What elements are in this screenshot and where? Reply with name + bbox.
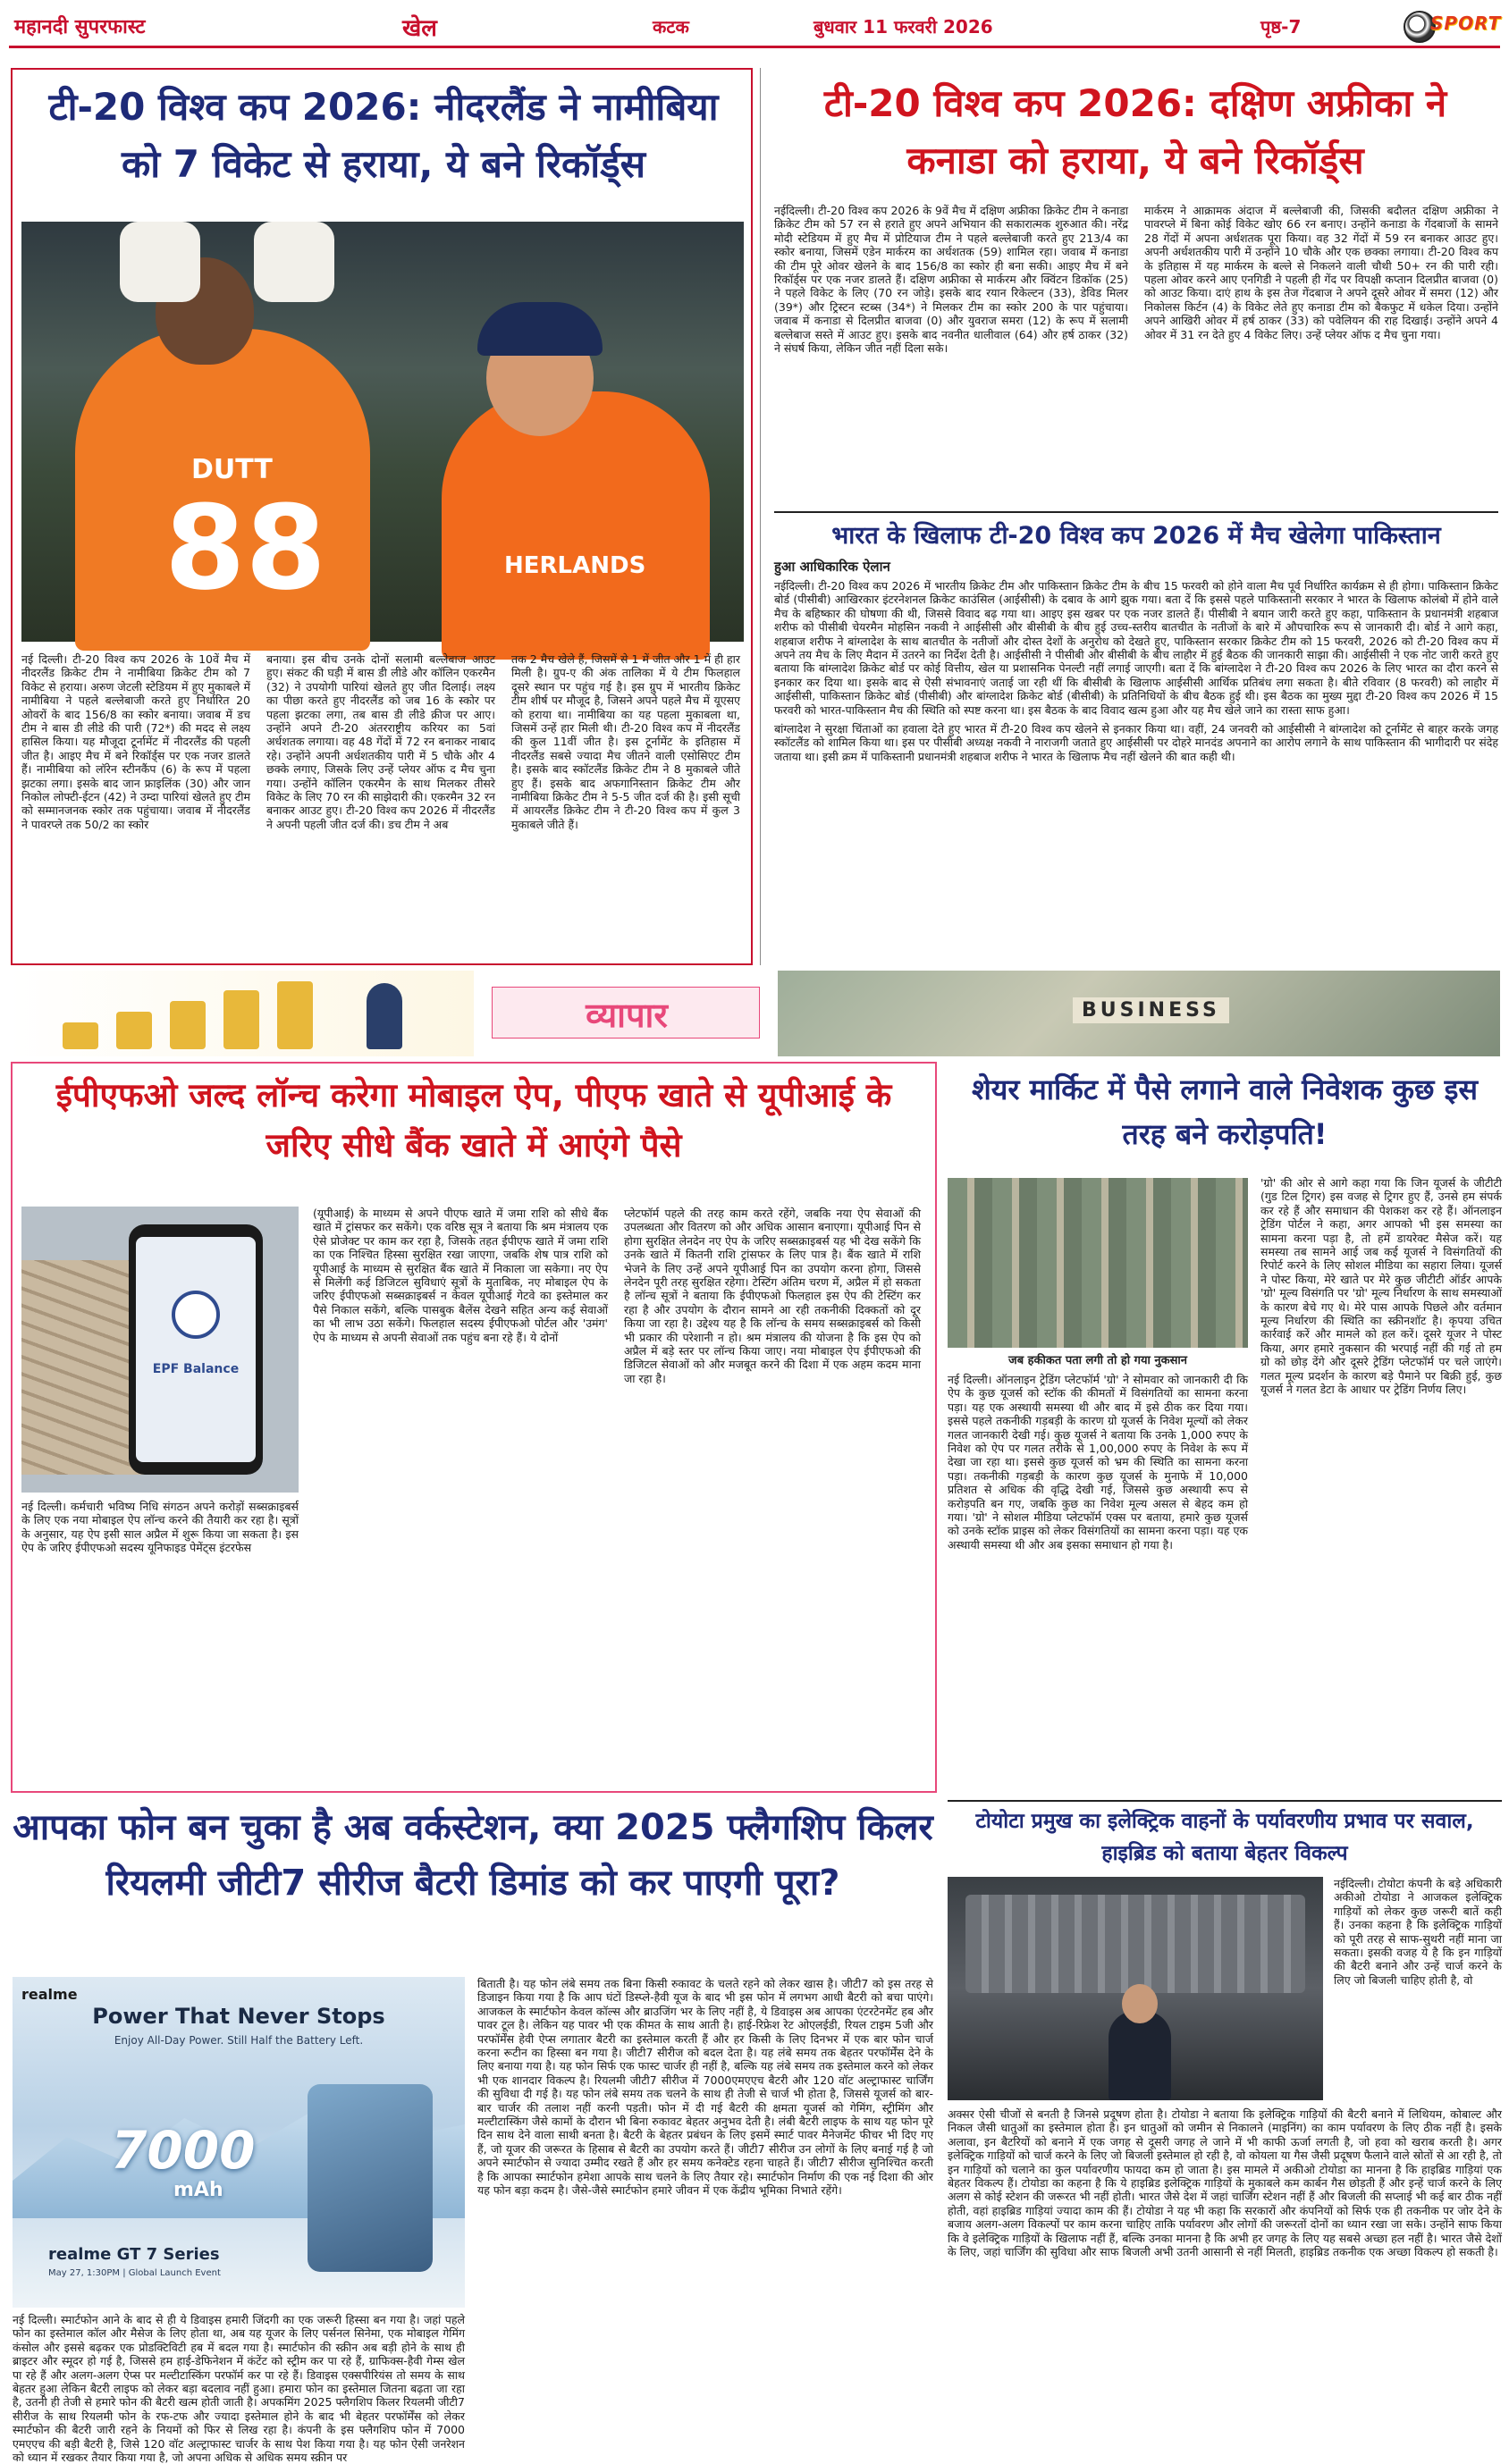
article-epfo-text-3: प्लेटफॉर्म पहले की तरह काम करते रहेंगे, जबकि नया ऐप सेवाओं की उपलब्धता और वितरण को और अधिक आसान बनाएगा। यूपीआई पिन से होगा सुरक्षित लेनदेन नए ऐप के जरिए सब्सक्राइबर्स यह भी देख सकेंगे कि उनके खाते में कितनी राशि ट्रांसफर के लिए पात्र है। बैंक खाते में राशि भेजने के लिए उन्हें अपने यूपीआई पिन का उपयोग करना होगा, जिससे लेनदेन पूरी तरह सुरक्षित रहेगा। टेस्टिंग अंतिम चरण में, अप्रैल में हो सकता है लॉन्च सूत्रों ने बताया कि ईपीएफओ फिलहाल इस ऐप की टेस्टिंग कर रहा है और उपयोग के दौरान सामने आ रही तकनीकी दिक्कतों को दूर किया जा रहा है। उद्देश्य यह है कि लॉन्च के समय सब्सक्राइबर्स को किसी भी प्रकार की परेशानी न हो। श्रम मंत्रालय की योजना है कि इस ऐप को अप्रैल में बड़े स्तर पर लॉन्च किया जाए। नया मोबाइल ऐप ईपीएफओ की डिजिटल सेवाओं को और मजबूत करने की दिशा में एक अहम कदम माना जा रहा है। [624, 1207, 921, 1385]
realme-ad-image [13, 1977, 465, 2308]
cash-photo-caption: जब हकीकत पता लगी तो हो गया नुकसान [1008, 1354, 1187, 1367]
realme-ad-series: realme GT 7 Series [48, 2245, 220, 2264]
article-toyota-text-1: नईदिल्ली। टोयोटा कंपनी के बड़े अधिकारी अकीओ टोयोडा ने आजकल इलेक्ट्रिक गाड़ियों को लेकर कुछ जरूरी बातें कही हैं। उनका कहना है कि इलेक्ट्रिक गाड़ियों को पूरी तरह से साफ-सुथरी नहीं माना जा सकता। इसकी वजह ये है कि इन गाड़ियों की बैटरी बनाने और उन्हें चार्ज करने के लिए जो बिजली चाहिए होती है, वो [1334, 1877, 1502, 1987]
article-toyota-rule [948, 1800, 1502, 1802]
realme-ad-date: May 27, 1:30PM | Global Launch Event [48, 2268, 221, 2278]
coin-stack-icon [63, 1022, 98, 1049]
article-epfo-box [11, 1062, 937, 1793]
realme-ad-unit: mAh [173, 2179, 223, 2201]
coin-stack-icon [170, 1001, 206, 1049]
article-netherlands-text-1: नई दिल्ली। टी-20 विश्व कप 2026 के 10वें मैच में नीदरलैंड क्रिकेट टीम ने नामीबिया क्रिकेट टीम को 7 विकेट से हराया। अरुण जेटली स्टेडियम में हुए मुकाबले में नामीबिया ने पहले बल्लेबाजी करते हुए निर्धारित 20 ओवरों के बाद 156/8 का स्कोर बनाया। जवाब में डच टीम ने बास डी लीडे की पारी (72*) की मदद से लक्ष्य हासिल किया। यह मौजूदा टूर्नामेंट में नीदरलैंड की पहली जीत है। आइए मैच में बने रिकॉर्ड्स पर एक नजर डालते हैं। नामीबिया को लॉरेन स्टीनकैंप (6) के रूप में पहला झटका लगा। इसके बाद जान फ्राइलिंक (30) और जान निकोल लोफ्टी-ईटन (42) ने उम्दा पारियां खेलते हुए टीम को सम्मानजनक स्कोर तक पहुंचाया। जवाब में नीदरलैंड ने पावरप्ले तक 50/2 का स्कोर [21, 652, 250, 831]
article-netherlands-col-1 [21, 652, 250, 958]
article-southafrica-col-2 [1144, 204, 1498, 508]
section-name: खेल [402, 15, 437, 42]
article-epfo-title: ईपीएफओ जल्द लॉन्च करेगा मोबाइल ऐप, पीएफ खाते से यूपीआई के जरिए सीधे बैंक खाते में आएंगे पैसे [55, 1076, 892, 1165]
phone-pair-shape [308, 2084, 433, 2272]
article-sharemarket-col-b [948, 1373, 1248, 1784]
article-pakistan-text-1: नईदिल्ली। टी-20 विश्व कप 2026 में भारतीय क्रिकेट टीम और पाकिस्तान क्रिकेट टीम के बीच 15 फरवरी को होने वाला मैच पूर्व निर्धारित कार्यक्रम से ही होगा। पाकिस्तान क्रिकेट बोर्ड (पीसीबी) आखिरकार इंटरनेशनल क्रिकेट काउंसिल (आईसीसी) के दबाव के आगे झुक गया। बता दें कि इससे पहले पाकिस्तानी सरकार ने भारत के खिलाफ कोलंबो में होने वाले मैच के बहिष्कार की घोषणा की थी, जिससे विवाद बढ़ गया था। आइए इस खबर पर एक नजर डालते हैं। पीसीबी ने बयान जारी करते हुए कहा, पाकिस्तान के प्रधानमंत्री शहबाज शरीफ को पीसीबी चेयरमैन मोहसिन नकवी ने आईसीसी और बीसीबी के बीच हुई उच्च-स्तरीय बातचीत के नतीजों के बारे में औपचारिक रूप से जानकारी दी। बोर्ड ने आगे कहा, शहबाज शरीफ ने बांग्लादेश के साथ बातचीत के नतीजों और दोस्त देशों के अनुरोध को देखते हुए, पाकिस्तान सरकार क्रिकेट टीम को 15 फरवरी, 2026 को टी-20 विश्व कप में अपने तय मैच के लिए मैदान में उतरने का निर्देश देती है। आईसीसी ने पीसीबी और बीसीबी के बीच लाहौर में हुई बैठक की जानकारी साझा की। आईसीसी ने एक नोट जारी करते हुए बताया कि बांग्लादेश क्रिकेट बोर्ड पर कोई वित्तीय, खेल या प्रशासनिक पेनल्टी नहीं लगाई जाएगी। बता दें कि बांग्लादेश ने टी-20 विश्व कप 2026 के लिए भारत का दौरा करने से इनकार कर दिया था। इसके बाद से ऐसी संभावनाएं जताई जा रही थीं कि बीसीबी के खिलाफ आईसीसी आर्थिक प्रतिबंध लगा सकता है। बीते रविवार (8 फरवरी) को लाहौर में आईसीसी, पाकिस्तान क्रिकेट बोर्ड (पीसीबी) और बांग्लादेश क्रिकेट बोर्ड (बीसीबी) के प्रतिनिधियों के बीच बैठक हुई थी। इस बैठक का मुख्य मुद्दा टी-20 विश्व कप 2026 में 15 फरवरी को भारत-पाकिस्तान मैच की स्थिति को स्पष्ट करना था। इस बैठक के बाद विवाद खत्म हुआ और यह मैच खेले जाने का रास्ता साफ हुआ। [774, 579, 1498, 717]
article-netherlands-text-2: बनाया। इस बीच उनके दोनों सलामी बल्लेबाज आउट हुए। संकट की घड़ी में बास डी लीडे और कॉलिन एकरमैन (32) ने उपयोगी पारियां खेलते हुए जीत दिलाई। लक्ष्य का पीछा करते हुए नीदरलैंड को जब 16 के स्कोर पर पहला झटका लगा, तब बास डी लीडे क्रीज पर आए। उन्होंने अपने टी-20 अंतरराष्ट्रीय करियर का 5वां अर्धशतक लगाया। वह 48 गेंदों में 72 रन बनाकर नाबाद रहे। उन्होंने अपनी अर्धशतकीय पारी में 5 चौके और 4 छक्के लगाए, जिसके लिए उन्हें प्लेयर ऑफ द मैच चुना गया। उन्होंने कॉलिन एकरमैन के साथ मिलकर तीसरे विकेट के लिए 70 रन की साझेदारी की। एकरमैन 32 रन बनाकर आउट हुए। टी-20 विश्व कप 2026 में नीदरलैंड ने अपनी पहली जीत दर्ज की। डच टीम ने अब [266, 652, 495, 831]
jersey-text-right: HERLANDS [504, 552, 646, 579]
article-realme-col-1 [13, 2313, 465, 2464]
article-epfo-col-1 [21, 1500, 299, 1786]
article-toyota-title: टोयोटा प्रमुख का इलेक्ट्रिक वाहनों के पर्यावरणीय प्रभाव पर सवाल, हाइब्रिड को बताया बेहतर विकल्प [975, 1810, 1474, 1865]
article-pakistan-title: भारत के खिलाफ टी-20 विश्व कप 2026 में मैच खेलेगा पाकिस्तान [831, 522, 1441, 550]
speaker-head [1122, 1984, 1158, 2023]
article-southafrica-text-1: नईदिल्ली। टी-20 विश्व कप 2026 के 9वें मैच में दक्षिण अफ्रीका क्रिकेट टीम ने कनाडा क्रिकेट टीम को 57 रन से हराते हुए अपने अभियान की सकारात्मक शुरुआत की। नरेंद्र मोदी स्टेडियम में हुए मैच में प्रोटियाज टीम ने पहले बल्लेबाजी करते हुए 213/4 का स्कोर बनाया, जिसमें एडेन मार्करम का अर्धशतक (59) शामिल रहा। जवाब में कनाडा की टीम पूरे ओवर खेलने के बाद 156/8 का स्कोर ही बना सकी। आइए मैच में बने रिकॉर्ड्स पर एक नजर डालते हैं। दक्षिण अफ्रीका से मार्करम और क्विंटन डिकॉक (25) ने पहले विकेट के लिए (70 रन जोड़े। इसके बाद रयान रिकेल्टन (33), डेविड मिलर (39*) और ट्रिस्टन स्टब्स (34*) ने मिलकर टीम का स्कोर 200 के पार पहुंचाया। जवाब में कनाडा से दिलप्रीत बाजवा (0) और युवराज समरा (12) के रूप में सलामी बल्लेबाज सस्ते में आउट हुए। इसके बाद नवनीत धालीवाल (64) और हर्ष ठाकर (32) ने संघर्ष किया, लेकिन जीत नहीं दिला सके। [774, 204, 1128, 356]
coins-illustration [9, 971, 474, 1056]
speaker-figure [1109, 2011, 1171, 2100]
business-banner [9, 971, 1500, 1056]
toyota-chief-photo [948, 1877, 1323, 2100]
paper-name: महानदी सुपरफास्ट [14, 16, 146, 38]
realme-ad-subline: Enjoy All-Day Power. Still Half the Battery Left. [114, 2034, 364, 2047]
article-sharemarket-text-a: 'ग्रो' की ओर से आगे कहा गया कि जिन यूजर्स के जीटीटी (गुड टिल ट्रिगर) इस वजह से ट्रिगर हुए हैं, उनसे हम संपर्क कर रहे हैं और समाधान की पेशकश कर रहे हैं। ऑनलाइन ट्रेडिंग पोर्टल ने कहा, अगर आपको भी इस समस्या का सामना करना पड़ा है, तो हमें डायरेक्ट मैसेज करें। यह समस्या तब सामने आई जब कई यूजर्स ने विसंगतियों की रिपोर्ट करने के लिए सोशल मीडिया का सहारा लिया। यूजर्स ने पोस्ट किया, मेरे खाते पर मेरे कुछ जीटीटी ऑर्डर आपके 'ग्रो' मूल्य विसंगति पर 'ग्रो' मूल्य निर्धारण के साथ समस्याओं के कारण बेचे गए थे। मेरे पास आपके पिछले और वर्तमान मूल्य निर्धारण की स्थिति का स्क्रीनशॉट है। कृपया उचित कार्रवाई करें और मामले को हल करें। दूसरे यूजर ने पोस्ट किया, अगर हमारे नुकसान की भरपाई नहीं की गई तो हम ग्रो को छोड़ देंगे और दूसरे ट्रेडिंग प्लेटफॉर्म पर चले जाएंगे। गलत मूल्य प्रदर्शन के कारण बड़े पैमाने पर बिक्री हुई, कुछ यूजर्स ने गलत डेटा के आधार पर ट्रेडिंग निर्णय लिए। [1260, 1176, 1502, 1397]
page-number: पृष्ठ-7 [1260, 16, 1302, 38]
article-netherlands-box [11, 68, 753, 965]
article-pakistan-body [774, 579, 1498, 962]
article-pakistan-text-2: बांग्लादेश ने सुरक्षा चिंताओं का हवाला देते हुए भारत में टी-20 विश्व कप खेलने से इनकार किया था। वहीं, 24 जनवरी को आईसीसी ने बांग्लादेश को टूर्नामेंट से बाहर करके जगह स्कॉटलैंड को शामिल किया था। इस पर पीसीबी अध्यक्ष नकवी ने नाराजगी जताते हुए आईसीसी पर दोहरे मानदंड अपनाने का आरोप लगाने के साथ पाकिस्तान की भागीदारी पर संदेह जताया था। इसी क्रम में पाकिस्तानी प्रधानमंत्री शहबाज शरीफ ने भारत के खिलाफ मैच नहीं खेलने की बात कही थी। [774, 722, 1498, 763]
realme-ad-headline: Power That Never Stops [92, 2004, 385, 2029]
article-sharemarket-col-a [1260, 1176, 1502, 1780]
article-southafrica-col-1 [774, 204, 1128, 508]
glove-left [120, 222, 200, 302]
article-netherlands-title: टी-20 विश्व कप 2026: नीदरलैंड ने नामीबिया को 7 विकेट से हराया, ये बने रिकॉर्ड्स [48, 85, 719, 186]
article-toyota-col-2 [948, 2107, 1502, 2418]
article-toyota-text-2: अक्सर ऐसी चीजों से बनती है जिनसे प्रदूषण होता है। टोयोडा ने बताया कि इलेक्ट्रिक गाड़ियों की बैटरी बनाने में लिथियम, कोबाल्ट और निकल जैसी धातुओं का इस्तेमाल होता है। इन धातुओं को जमीन से निकालने (माइनिंग) का काम पर्यावरण के लिए ठीक नहीं है। इसके अलावा, इन बैटरियों को बनाने में एक जगह से दूसरी जगह ले जाने में भी काफी ऊर्जा लगती है, जो हवा को खराब करती है। अगर इलेक्ट्रिक गाड़ियों को चार्ज करने के लिए जो बिजली इस्तेमाल हो रही है, वो कोयला या गैस जैसी प्रदूषण फैलाने वाले स्रोतों से आ रही है, तो इन गाड़ियों को चलाने का कुल पर्यावरणीय फायदा कम हो जाता है। इस मामले में अकीओ टोयोडा का मानना है कि हाइब्रिड गाड़ियां एक बेहतर विकल्प हैं। टोयोडा का कहना है कि ये हाइब्रिड इलेक्ट्रिक गाड़ियों के मुकाबले कम कार्बन गैस छोड़ती हैं और इन्हें चार्ज करने के लिए अलग से कोई स्टेशन की जरूरत भी नहीं होती। भारत जैसे देश में जहां चार्जिंग स्टेशन नहीं हैं और बिजली की सप्लाई भी कई बार ठीक नहीं होती, वहां हाइब्रिड गाड़ियां ज्यादा काम की हैं। टोयोडा ने यह भी कहा कि सरकारों और कंपनियों को सिर्फ एक ही तकनीक पर जोर देने के बजाय अलग-अलग विकल्पों पर काम करना चाहिए ताकि पर्यावरण और लोगों की जरूरतों दोनों का ध्यान रखा जा सके। उन्होंने साफ किया कि वे इलेक्ट्रिक गाड़ियों के खिलाफ नहीं हैं, बल्कि उनका मानना है कि अभी हर जगह के लिए यह सबसे अच्छा हल नहीं है। भारत जैसे देशों के लिए, जहां चार्जिंग की सुविधा और साफ बिजली अभी उतनी आसानी से नहीं मिलती, हाइब्रिड तकनीक एक अच्छा विकल्प हो सकती है। [948, 2107, 1502, 2259]
masthead-bar [9, 7, 1500, 48]
glove-right [254, 222, 334, 302]
player-right-shape [442, 391, 710, 660]
article-epfo-col-3 [624, 1207, 921, 1786]
article-epfo-text-2: (यूपीआई) के माध्यम से अपने पीएफ खाते में जमा राशि को सीधे बैंक खाते में ट्रांसफर कर सकेंगे। एक वरिष्ठ सूत्र ने बताया कि श्रम मंत्रालय एक ऐसे प्रोजेक्ट पर काम कर रहा है, जिसके तहत ईपीएफ खाते में जमा राशि का एक निश्चित हिस्सा सुरक्षित रखा जाएगा, जबकि शेष पात्र राशि को यूपीआई के माध्यम से सुरक्षित बैंक खाते में निकाला जा सकेगा। नए ऐप से मिलेंगी कई डिजिटल सुविधाएं सूत्रों के मुताबिक, नए मोबाइल ऐप के जरिए ईपीएफओ सब्सक्राइबर्स न केवल यूपीआई गेटवे का इस्तेमाल कर पैसे निकाल सकेंगे, बल्कि पासबुक बैलेंस देखने सहित अन्य कई सेवाओं का भी लाभ उठा सकेंगे। फिलहाल सदस्य ईपीएफओ पोर्टल और 'उमंग' ऐप के माध्यम से अपनी सेवाओं तक पहुंच बना रहे हैं। ये दोनों [313, 1207, 608, 1344]
article-realme-text-2: बिताती है। यह फोन लंबे समय तक बिना किसी रुकावट के चलते रहने को लेकर खास है। जीटी7 को इस तरह से डिजाइन किया गया है कि आप घंटों डिस्प्ले-हैवी यूज के बाद भी इस फोन में लगभग आधी बैटरी को बचा पाएंगे। आजकल के स्मार्टफोन केवल कॉल्स और ब्राउजिंग भर के लिए नहीं है, ये डिवाइस अब आपका एंटरटेनमेंट हब और पावर टूल है। लेकिन यह पावर भी एक कीमत के साथ आती है। हाई-रिफ्रेश रेट ओएलईडी, रियल टाइम 5जी और परफॉर्मेंस हेवी ऐप्स लगातार बैटरी का इस्तेमाल करती हैं और हर किसी के लिए दिनभर में एक बार फोन चार्ज करना रूटीन का हिस्सा बन गया है। जीटी7 सीरीज को बदल देता है। यह लंबे समय तक बेहतर परफॉर्मेंस देने के लिए बनाया गया है। यह फोन सिर्फ एक फास्ट चार्जर ही नहीं है, बल्कि यह लंबे समय तक इस्तेमाल करने को लेकर भी एक शानदार विकल्प है। रियलमी जीटी7 सीरीज में 7000एमएएच बैटरी और 120 वॉट अल्ट्राफास्ट चार्जिंग की सुविधा दी गई है। यह फोन लंबे समय तक चलने के साथ ही तेजी से चार्ज भी होता है, जिससे यूजर्स को बार-बार चार्जर की तलाश नहीं करनी पड़ती। फोन में दी गई बैटरी की क्षमता यूजर्स को गेमिंग, स्ट्रीमिंग और मल्टीटास्किंग जैसे कामों के दौरान भी बिना रुकावट बेहतर अनुभव देती है। लंबी बैटरी लाइफ के साथ यह फोन पूरे दिन साथ देने वाला साथी बनता है। बैटरी के बेहतर प्रबंधन के लिए इसमें स्मार्ट पावर मैनेजमेंट फीचर भी दिए गए हैं, जो यूजर की जरूरत के हिसाब से बैटरी का उपयोग करते हैं। जीटी7 सीरीज उन लोगों के लिए बनाई गई है जो अपने स्मार्टफोन से ज्यादा उम्मीद रखते हैं और हर समय कनेक्टेड रहना चाहते हैं। जीटी7 सीरीज सुनिश्चित करती है कि आपका स्मार्टफोन हमेशा आपके साथ चलने के लिए तैयार रहे। स्मार्टफोन निर्माण की एक नई दिशा की ओर यह फोन बड़ा कदम है। जैसे-जैसे स्मार्टफोन हमारे जीवन में एक केंद्रीय भूमिका निभाते रहेंगे। [477, 1977, 933, 2198]
netherlands-celebration-photo [21, 222, 744, 642]
business-label-box [492, 987, 760, 1039]
businessman-icon [367, 983, 402, 1049]
article-sharemarket-title: शेयर मार्किट में पैसे लगाने वाले निवेशक कुछ इस तरह बने करोड़पति! [972, 1072, 1478, 1151]
article-southafrica-title: टी-20 विश्व कप 2026: दक्षिण अफ्रीका ने कनाडा को हराया, ये बने रिकॉर्ड्स [823, 81, 1447, 182]
engine-shape [965, 1895, 1305, 1993]
coin-stack-icon [116, 1012, 152, 1049]
issue-date: बुधवार 11 फरवरी 2026 [814, 16, 993, 38]
helmet-right [477, 302, 603, 356]
sport-logo-text: SPORT [1430, 13, 1502, 34]
phone-device [129, 1224, 263, 1475]
article-netherlands-col-2 [266, 652, 495, 958]
city-name: कटक [653, 16, 689, 38]
sport-logo [1404, 7, 1502, 46]
article-southafrica-text-2: मार्करम ने आक्रामक अंदाज में बल्लेबाजी की, जिसकी बदौलत दक्षिण अफ्रीका ने पावरप्ले में बिना कोई विकेट खोए 66 रन बनाए। उन्होंने कनाडा के गेंदबाजों के सामने 28 गेंदों में अपना अर्धशतक पूरा किया। वह 32 गेंदों में 59 रन बनाकर आउट हुए। अपनी अर्धशतकीय पारी में उन्होंने 10 चौके और एक छक्का लगाया। टी-20 विश्व कप के इतिहास में यह मार्करम के बल्ले से निकलने वाली चौथी 50+ रन की पारी रही। पहला ओवर करने आए एनगिडी ने पहली ही गेंद पर विपक्षी कप्तान दिलप्रीत बाजवा (0) को आउट किया। दाएं हाथ के इस तेज गेंदबाज ने अपने दूसरे ओवर में समरा (12) और निकोलस किर्टन (4) के विकेट लेते हुए कनाडा टीम को बैकफुट में धकेल दिया। उन्होंने अपने आखिरी ओवर में हर्ष ठाकर (33) को पवेलियन की राह दिखाई। उन्होंने अपने 4 ओवर में 31 रन देते हुए 4 विकेट लिए। उन्हें प्लेयर ऑफ द मैच चुना गया। [1144, 204, 1498, 341]
article-pakistan-subtitle: हुआ आधिकारिक ऐलान [774, 559, 890, 575]
article-realme-col-2 [477, 1977, 933, 2418]
epfo-logo-icon [172, 1291, 220, 1339]
cash-stacks-photo [948, 1178, 1248, 1348]
epf-phone-photo [21, 1207, 299, 1493]
phone-screen [136, 1237, 256, 1462]
article-epfo-text-1: नई दिल्ली। कर्मचारी भविष्य निधि संगठन अपने करोड़ों सब्सक्राइबर्स के लिए एक नया मोबाइल ऐप लॉन्च करने की तैयारी कर रहा है। सूत्रों के अनुसार, यह ऐप इसी साल अप्रैल में शुरू किया जा सकता है। इस ऐप के जरिए ईपीएफओ सदस्य यूनिफाइड पेमेंट्स इंटरफेस [21, 1500, 299, 1555]
money-notes-illustration [778, 971, 1500, 1056]
epf-balance-label: EPF Balance [152, 1362, 240, 1376]
realme-brand: realme [21, 1986, 78, 2003]
article-sharemarket-text-b: नई दिल्ली। ऑनलाइन ट्रेडिंग प्लेटफॉर्म 'ग्रो' ने सोमवार को जानकारी दी कि ऐप के कुछ यूजर्स को स्टॉक की कीमतों में विसंगतियों का सामना करना पड़ा। यह एक अस्थायी समस्या थी और बाद में इसे ठीक कर दिया गया। इससे पहले तकनीकी गड़बड़ी के कारण ग्रो यूजर्स के निवेश मूल्यों को लेकर गलत जानकारी देखी गई। कुछ यूजर्स ने बताया कि उनके 1,000 रुपए के निवेश को ऐप पर गलत तरीके से 1,00,000 रुपए के निवेश के रूप में देखा जा रहा था। इससे कुछ यूजर्स को भ्रम की स्थिति का सामना करना पड़ा। तकनीकी गड़बड़ी के कारण कुछ यूजर्स के मुनाफे में 10,000 प्रतिशत से अधिक की वृद्धि देखी गई, जिससे कुछ अस्थायी रूप से करोड़पति बन गए, जबकि कुछ का निवेश मूल्य असल से बेहद कम हो गया। 'ग्रो' ने सोशल मीडिया प्लेटफॉर्म एक्स पर बताया, हमारे कुछ यूजर्स को उनके स्टॉक प्राइस को लेकर विसंगतियों का सामना करना पड़ा। यह एक अस्थायी समस्या थी और अब इसका समाधान हो गया है। [948, 1373, 1248, 1552]
coin-stack-icon [277, 981, 313, 1049]
jersey-number: 88 [164, 480, 326, 616]
column-divider [760, 68, 761, 965]
article-toyota-col-1 [1334, 1877, 1502, 2100]
realme-ad-number: 7000 [111, 2120, 256, 2181]
coin-stack-icon [223, 990, 259, 1049]
article-realme-title: आपका फोन बन चुका है अब वर्कस्टेशन, क्या 2025 फ्लैगशिप किलर रियलमी जीटी7 सीरीज बैटरी डिमांड को कर पाएगी पूरा? [13, 1807, 933, 1904]
article-netherlands-text-3: तक 2 मैच खेले हैं, जिसमें से 1 में जीत और 1 में ही हार मिली है। ग्रुप-ए की अंक तालिका में ये टीम फिलहाल दूसरे स्थान पर पहुंच गई है। इस ग्रुप में भारतीय क्रिकेट टीम शीर्ष पर मौजूद है, जिसने अपने पहले मैच में यूएसए को हराया था। नामीबिया का यह पहला मुकाबला था, जिसमें उन्हें हार मिली थी। टी-20 विश्व कप में नीदरलैंड की कुल 11वीं जीत है। इस टूर्नामेंट के इतिहास में नीदरलैंड सबसे ज्यादा मैच जीतने वाली एसोसिएट टीम है। इसके बाद स्कॉटलैंड क्रिकेट टीम ने 8 मुकाबले जीते हुए हैं। इसके बाद अफगानिस्तान क्रिकेट टीम और नामीबिया क्रिकेट टीम ने 5-5 जीत दर्ज की है। इसी सूची में आयरलैंड क्रिकेट टीम ने टी-20 विश्व कप में कुल 3 मुकाबले जीते हैं। [511, 652, 740, 831]
article-epfo-col-2 [313, 1207, 608, 1786]
article-pakistan-rule [774, 511, 1498, 513]
business-sign: BUSINESS [1073, 997, 1229, 1023]
business-label: व्यापार [586, 996, 668, 1035]
jersey-name: DUTT [191, 454, 273, 485]
article-netherlands-col-3 [511, 652, 740, 958]
article-realme-text-1: नई दिल्ली। स्मार्टफोन आने के बाद से ही ये डिवाइस हमारी जिंदगी का एक जरूरी हिस्सा बन गया है। जहां पहले फोन का इस्तेमाल कॉल और मैसेज के लिए होता था, अब यह यूजर के लिए पर्सनल सिनेमा, एक मोबाइल गेमिंग कंसोल और इससे बढ़कर एक प्रोडक्टिविटी हब में बदल गया है। स्मार्टफोन की स्क्रीन अब बड़ी होने के साथ ही ब्राइटर और स्मूदर हो गई है, जिससे हम हाई-डेफिनेशन में कंटेंट को स्ट्रीम कर पा रहे हैं, ग्राफिक्स-हैवी गेम्स खेल पा रहे हैं और अलग-अलग ऐप्स पर मल्टीटास्किंग परफॉर्म कर पा रहे हैं। डिवाइस एक्सपीरियंस तो समय के साथ बेहतर हुआ लेकिन बैटरी लाइफ को लेकर बड़ा बदलाव नहीं हुआ। हमारा फोन का इस्तेमाल जितना बढ़ता जा रहा है, उतनी ही तेजी से हमारे फोन की बैटरी खत्म होती जाती है। अपकमिंग 2025 फ्लैगशिप किलर रियलमी जीटी7 सीरीज के साथ रियलमी फोन के रफ-टफ और ज्यादा इस्तेमाल होने के बाद भी बेहतर परफॉर्मेंस को लेकर स्मार्टफोन की बैटरी जारी रहने के नियमों को फिर से लिख रहा है। कंपनी के इस फ्लैगशिप फोन में 7000 एमएएच की बड़ी बैटरी है, जिसे 120 वॉट अल्ट्राफास्ट चार्जर के साथ पेश किया गया है। यह फोन ऐसी जनरेशन को ध्यान में रखकर तैयार किया गया है, जो अपना अधिक से अधिक समय स्क्रीन पर [13, 2313, 465, 2464]
